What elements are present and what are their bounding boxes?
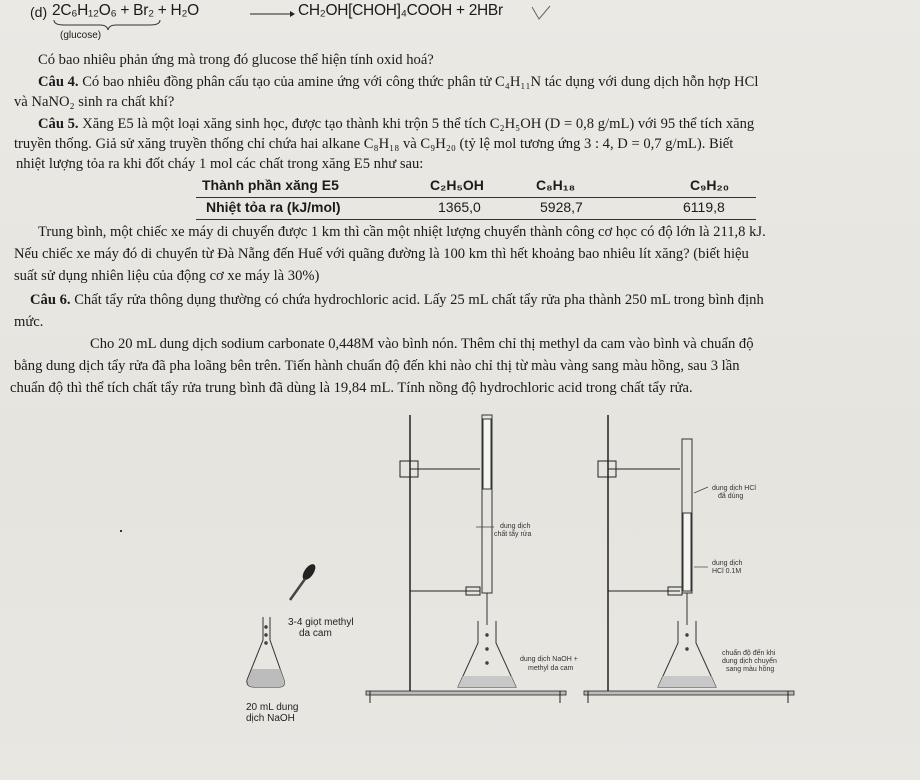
flask3-label: dung dịch chuyển	[722, 658, 777, 665]
heat-table	[196, 175, 756, 219]
equation-right: CH₂OH[CHOH]₄COOH + 2HBr	[298, 2, 503, 19]
ink-dot	[120, 530, 122, 532]
reaction-arrow-icon	[248, 9, 296, 19]
table-cell: 5928,7	[540, 199, 583, 215]
q6-title: Câu 6.	[30, 292, 71, 308]
table-header: C₉H₂₀	[690, 177, 730, 193]
erlenmeyer-flask-icon	[458, 621, 516, 687]
q6-line3: Cho 20 mL dung dịch sodium carbonate 0,448M vào bình nón. Thêm chỉ thị methyl da cam vào bình và chuẩn độ	[90, 336, 754, 352]
q4-title: Câu 4.	[38, 74, 79, 90]
burette-icon	[482, 415, 492, 625]
flask3-label: sang màu hồng	[726, 666, 775, 673]
flask-label: 20 mL dung	[246, 702, 299, 713]
table-header: C₈H₁₈	[536, 177, 576, 193]
titration-figure	[0, 395, 920, 780]
q5-text-1: Xăng E5 là một loại xăng sinh học, được tạo thành khi trộn 5 thể tích C₂H₅OH (D = 0,8 g/mL) với 95 thể tích xăng	[78, 116, 755, 132]
q5-line5: Nếu chiếc xe máy đó di chuyển từ Đà Nẵng đến Huế với quãng đường là 100 km thì hết khoảng bao nhiêu lít xăng? (biết hiệu	[14, 246, 749, 262]
dropper-icon	[290, 562, 318, 600]
burette1-label: chất tẩy rửa	[494, 531, 532, 538]
burette2-label: đã dùng	[718, 493, 744, 500]
q5-title: Câu 5.	[38, 116, 79, 132]
burette2-label: dung dịch HCl	[712, 485, 756, 492]
burette2-label: dung dịch	[712, 560, 743, 567]
dropper-label: 3-4 giọt methyl	[288, 617, 354, 628]
q4-line1	[38, 72, 758, 92]
checkmark-icon	[530, 4, 552, 22]
q5-line3: nhiệt lượng tỏa ra khi đốt cháy 1 mol các chất trong xăng E5 như sau:	[16, 156, 424, 172]
table-header: C₂H₅OH	[430, 177, 484, 193]
table-divider	[196, 219, 756, 220]
burette2-label: HCl 0.1M	[712, 568, 742, 575]
q6-line5: chuẩn độ thì thể tích chất tẩy rửa trung bình đã dùng là 19,84 mL. Tính nồng độ hydrochloric acid trong chất tẩy rửa.	[10, 380, 693, 396]
q5-line6: suất sử dụng nhiên liệu của động cơ xe máy là 30%)	[14, 268, 320, 284]
dropper-label: da cam	[299, 628, 332, 639]
erlenmeyer-flask-icon	[247, 617, 285, 687]
table-row	[196, 197, 756, 219]
flask3-label: chuẩn độ đến khi	[722, 650, 776, 657]
q6-line1	[30, 290, 764, 310]
question-oxid: Có bao nhiêu phản ứng mà trong đó glucose thể hiện tính oxid hoá?	[38, 52, 434, 68]
flask2-label: dung dịch NaOH +	[520, 656, 578, 663]
table-header: Thành phần xăng E5	[202, 177, 339, 193]
q5-line4: Trung bình, một chiếc xe máy di chuyển được 1 km thì cần một nhiệt lượng chuyển thành công cơ học có độ lớn là 211,8 kJ.	[38, 224, 766, 240]
q5-line2: truyền thống. Giả sử xăng truyền thống chỉ chứa hai alkane C₈H₁₈ và C₉H₂₀ (tỷ lệ mol tương ứng 3 : 4, D = 0,7 g/mL). Biết	[14, 136, 734, 152]
burette1-label: dung dịch	[500, 523, 531, 530]
q4-text-1: Có bao nhiêu đồng phân cấu tạo của amine ứng với công thức phân tử C₄H₁₁N tác dụng với dung dịch hỗn hợp HCl	[78, 74, 759, 90]
q6-text-1: Chất tẩy rửa thông dụng thường có chứa hydrochloric acid. Lấy 25 mL chất tẩy rửa pha thành 250 mL trong bình định	[70, 292, 764, 308]
flask-label: dịch NaOH	[246, 713, 295, 724]
q4-line2: và NaNO₂ sinh ra chất khí?	[14, 94, 175, 110]
q5-line1	[38, 114, 754, 134]
erlenmeyer-flask-icon	[658, 621, 716, 687]
q6-line4: bằng dung dịch tẩy rửa đã pha loãng bên trên. Tiến hành chuẩn độ đến khi nào chỉ thị từ màu vàng sang màu hồng, sau 3 lần	[14, 358, 740, 374]
table-cell: Nhiệt tỏa ra (kJ/mol)	[206, 199, 341, 215]
table-cell: 6119,8	[683, 199, 725, 215]
equation-prefix: (d)	[30, 4, 48, 20]
flask2-label: methyl da cam	[528, 665, 574, 672]
equation-left: 2C₆H₁₂O₆ + Br₂ + H₂O	[52, 2, 199, 19]
burette-icon	[682, 439, 692, 625]
table-cell: 1365,0	[438, 199, 481, 215]
table-header-row	[196, 175, 756, 197]
q6-line2: mức.	[14, 314, 44, 330]
glucose-label: (glucose)	[60, 30, 102, 41]
